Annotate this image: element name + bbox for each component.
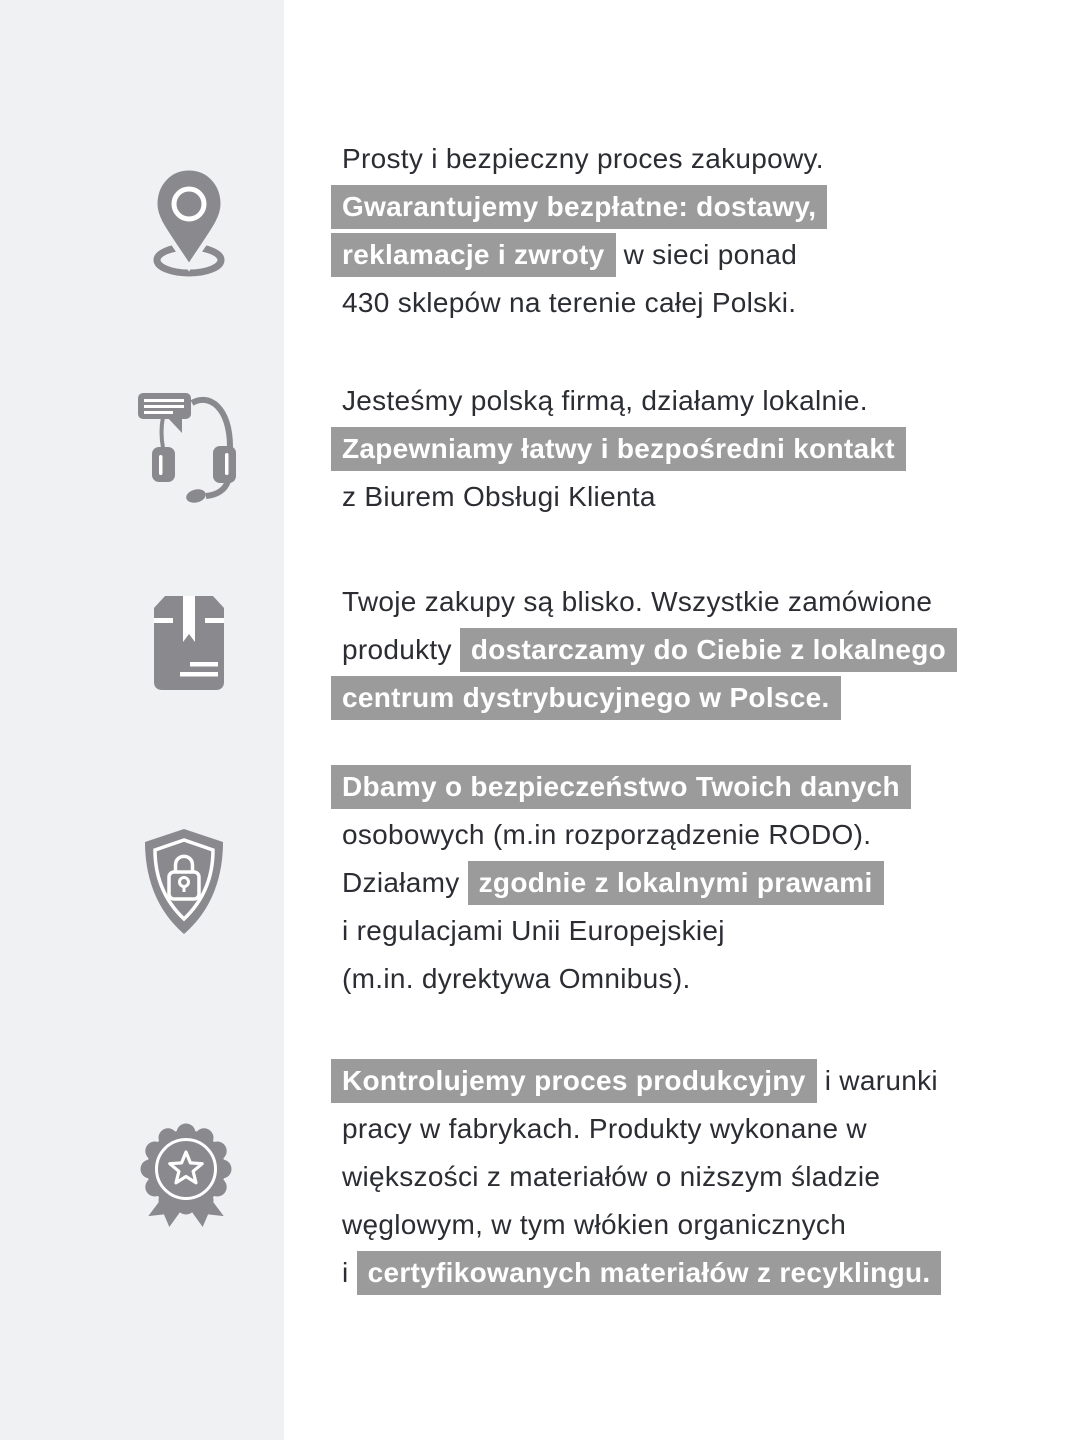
text-line (331, 473, 906, 521)
text-line (331, 135, 827, 183)
text-segment: Jesteśmy polską firmą, działamy lokalnie. (342, 385, 868, 416)
text-segment: 430 sklepów na terenie całej Polski. (342, 287, 797, 318)
text-line (331, 1057, 941, 1105)
text-line (331, 578, 957, 626)
text-line (331, 763, 911, 811)
info-section-production-control (331, 1057, 941, 1297)
text-line (331, 1105, 941, 1153)
highlighted-text-segment: reklamacje i zwroty (331, 233, 616, 277)
text-line (331, 626, 957, 674)
info-section-data-security (331, 763, 911, 1003)
highlighted-text-segment: Gwarantujemy bezpłatne: dostawy, (331, 185, 827, 229)
text-segment: Działamy (342, 867, 468, 898)
text-line (331, 955, 911, 1003)
text-segment: węglowym, w tym włókien organicznych (342, 1209, 847, 1240)
text-segment: Twoje zakupy są blisko. Wszystkie zamówione (342, 586, 933, 617)
package-icon (150, 596, 228, 690)
text-segment: produkty (342, 634, 460, 665)
text-line (331, 1249, 941, 1297)
text-line (331, 231, 827, 279)
text-segment: większości z materiałów o niższym śladzie (342, 1161, 881, 1192)
text-segment: z Biurem Obsługi Klienta (342, 481, 656, 512)
text-segment: Prosty i bezpieczny proces zakupowy. (342, 143, 824, 174)
info-section-local-delivery (331, 578, 957, 722)
info-section-local-contact (331, 377, 906, 521)
text-line (331, 1153, 941, 1201)
highlighted-text-segment: dostarczamy do Ciebie z lokalnego (460, 628, 957, 672)
text-line (331, 674, 957, 722)
location-pin-icon (134, 160, 244, 280)
text-line (331, 859, 911, 907)
text-line (331, 425, 906, 473)
text-line (331, 279, 827, 327)
award-badge-icon (134, 1116, 238, 1234)
highlighted-text-segment: certyfikowanych materiałów z recyklingu. (357, 1251, 942, 1295)
text-line (331, 183, 827, 231)
highlighted-text-segment: Kontrolujemy proces produkcyjny (331, 1059, 817, 1103)
info-section-shopping-process (331, 135, 827, 327)
text-line (331, 907, 911, 955)
text-line (331, 377, 906, 425)
text-segment: i warunki (816, 1065, 938, 1096)
text-segment: (m.in. dyrektywa Omnibus). (342, 963, 691, 994)
highlighted-text-segment: zgodnie z lokalnymi prawami (468, 861, 884, 905)
text-segment: i (342, 1257, 357, 1288)
headset-chat-icon (137, 385, 237, 505)
text-segment: pracy w fabrykach. Produkty wykonane w (342, 1113, 867, 1144)
highlighted-text-segment: centrum dystrybucyjnego w Polsce. (331, 676, 841, 720)
text-segment: w sieci ponad (615, 239, 798, 270)
highlighted-text-segment: Zapewniamy łatwy i bezpośredni kontakt (331, 427, 906, 471)
shield-lock-icon (136, 827, 232, 937)
text-segment: osobowych (m.in rozporządzenie RODO). (342, 819, 872, 850)
text-line (331, 1201, 941, 1249)
text-line (331, 811, 911, 859)
highlighted-text-segment: Dbamy o bezpieczeństwo Twoich danych (331, 765, 911, 809)
text-segment: i regulacjami Unii Europejskiej (342, 915, 725, 946)
